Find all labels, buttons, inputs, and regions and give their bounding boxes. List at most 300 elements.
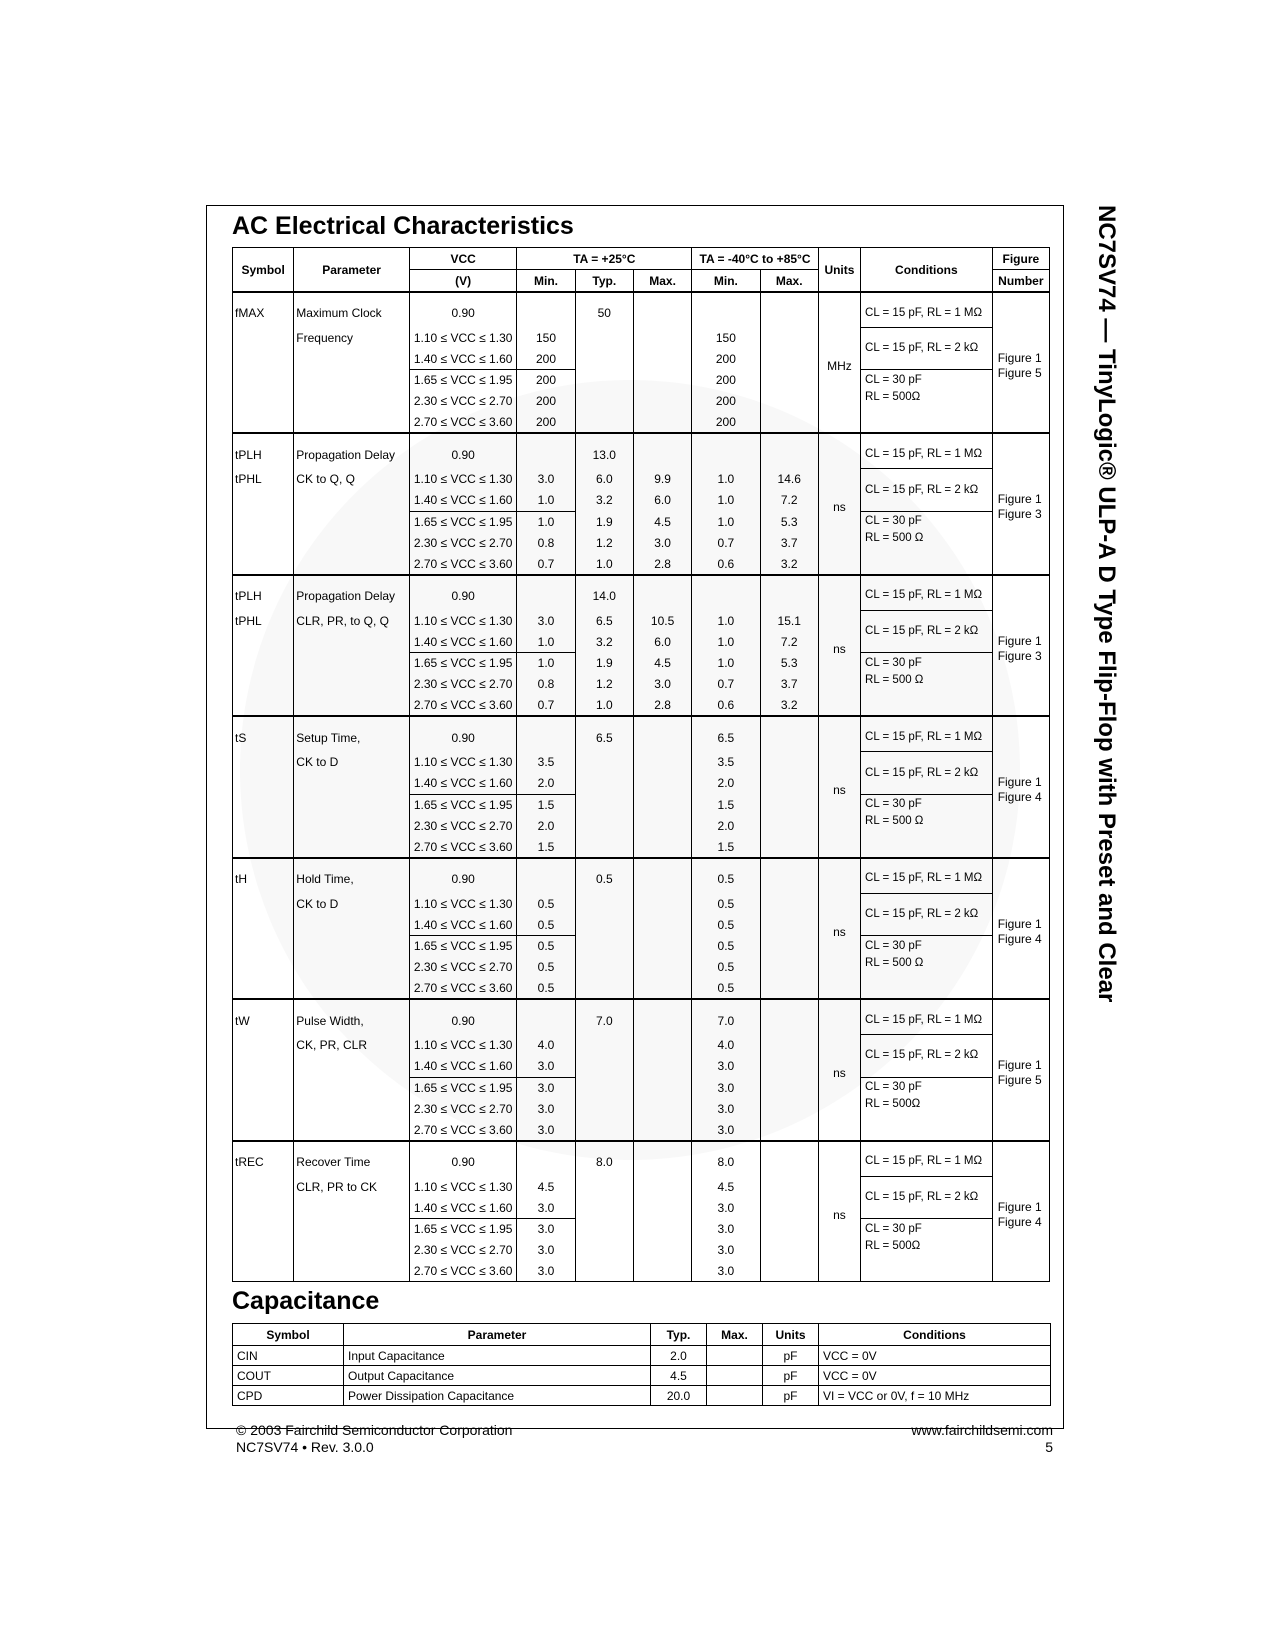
typ-cell: 8.0 xyxy=(575,1141,633,1177)
max-cell xyxy=(633,914,691,935)
footer-copyright: © 2003 Fairchild Semiconductor Corporation xyxy=(236,1422,513,1438)
parameter-cell xyxy=(294,1261,410,1282)
max-range-cell: 3.2 xyxy=(760,695,818,717)
parameter-cell xyxy=(294,936,410,957)
symbol-cell xyxy=(233,653,294,674)
min-cell: 150 xyxy=(517,328,575,349)
max-range-cell xyxy=(760,893,818,914)
condition-load-1: CL = 15 pF, RL = 1 MΩ xyxy=(861,716,993,752)
typ-cell: 13.0 xyxy=(575,433,633,469)
capacitance-title: Capacitance xyxy=(232,1287,380,1315)
max-range-cell xyxy=(760,1119,818,1141)
min-cell: 3.0 xyxy=(517,1056,575,1077)
col-max: Max. xyxy=(633,270,691,293)
table-row xyxy=(233,532,1050,553)
min-range-cell xyxy=(692,292,760,328)
condition-load-2: CL = 15 pF, RL = 2 kΩ xyxy=(861,469,993,511)
parameter-cell: Recover Time xyxy=(294,1141,410,1177)
condition-load-3: CL = 30 pF xyxy=(861,936,993,957)
min-range-cell: 1.0 xyxy=(692,631,760,652)
table-row xyxy=(233,716,1050,752)
table-row xyxy=(233,1346,1051,1366)
typ-cell xyxy=(575,1035,633,1056)
vcc-cell: 2.30 ≤ VCC ≤ 2.70 xyxy=(409,815,517,836)
figure-ref: Figure 1 xyxy=(997,1199,1042,1214)
vcc-cell: 1.10 ≤ VCC ≤ 1.30 xyxy=(409,1176,517,1197)
cap-symbol: COUT xyxy=(233,1366,344,1386)
max-range-cell: 14.6 xyxy=(760,469,818,490)
symbol-cell xyxy=(233,957,294,978)
figure-ref: Figure 5 xyxy=(997,365,1042,380)
min-range-cell: 0.5 xyxy=(692,914,760,935)
col-conditions: Conditions xyxy=(861,248,993,293)
condition-load-3: CL = 30 pF xyxy=(861,370,993,391)
table-row xyxy=(233,1077,1050,1098)
vcc-cell: 2.30 ≤ VCC ≤ 2.70 xyxy=(409,674,517,695)
table-row xyxy=(233,1035,1050,1056)
typ-cell xyxy=(575,752,633,773)
max-cell xyxy=(633,292,691,328)
symbol-cell xyxy=(233,328,294,349)
min-range-cell: 0.6 xyxy=(692,695,760,717)
parameter-cell xyxy=(294,391,410,412)
max-range-cell xyxy=(760,815,818,836)
max-range-cell xyxy=(760,292,818,328)
table-row xyxy=(233,575,1050,611)
max-range-cell xyxy=(760,858,818,894)
symbol-cell xyxy=(233,836,294,858)
min-range-cell: 150 xyxy=(692,328,760,349)
typ-cell xyxy=(575,1056,633,1077)
symbol-cell xyxy=(233,412,294,434)
parameter-cell: CLR, PR, to Q, Q xyxy=(294,610,410,631)
min-range-cell: 0.5 xyxy=(692,893,760,914)
symbol-cell xyxy=(233,752,294,773)
table-row xyxy=(233,370,1050,391)
max-cell: 9.9 xyxy=(633,469,691,490)
cap-col-units: Units xyxy=(763,1324,819,1346)
max-range-cell xyxy=(760,1219,818,1240)
min-cell: 4.5 xyxy=(517,1176,575,1197)
units-cell: ns xyxy=(818,575,860,716)
typ-cell xyxy=(575,957,633,978)
max-range-cell xyxy=(760,370,818,391)
col-ta-range: TA = -40°C to +85°C xyxy=(692,248,819,270)
min-range-cell: 7.0 xyxy=(692,999,760,1035)
parameter-cell xyxy=(294,412,410,434)
parameter-cell: Pulse Width, xyxy=(294,999,410,1035)
parameter-cell xyxy=(294,532,410,553)
max-cell xyxy=(633,1035,691,1056)
vcc-cell: 0.90 xyxy=(409,292,517,328)
min-range-cell: 2.0 xyxy=(692,773,760,794)
col-symbol: Symbol xyxy=(233,248,294,293)
figure-ref: Figure 1 xyxy=(997,492,1042,507)
parameter-cell xyxy=(294,836,410,858)
min-cell xyxy=(517,858,575,894)
symbol-cell xyxy=(233,532,294,553)
symbol-cell xyxy=(233,674,294,695)
min-range-cell xyxy=(692,575,760,611)
parameter-cell xyxy=(294,674,410,695)
max-cell xyxy=(633,1056,691,1077)
max-range-cell xyxy=(760,978,818,1000)
max-cell xyxy=(633,978,691,1000)
condition-load-2: CL = 15 pF, RL = 2 kΩ xyxy=(861,893,993,935)
min-cell: 1.5 xyxy=(517,794,575,815)
typ-cell xyxy=(575,1098,633,1119)
min-cell xyxy=(517,716,575,752)
cap-col-parameter: Parameter xyxy=(344,1324,651,1346)
table-row xyxy=(233,957,1050,978)
max-cell xyxy=(633,328,691,349)
min-cell: 200 xyxy=(517,412,575,434)
min-cell xyxy=(517,433,575,469)
typ-cell: 1.0 xyxy=(575,695,633,717)
condition-load-4: RL = 500 Ω xyxy=(861,674,993,717)
min-cell: 1.0 xyxy=(517,653,575,674)
table-row xyxy=(233,674,1050,695)
cap-col-symbol: Symbol xyxy=(233,1324,344,1346)
parameter-cell xyxy=(294,957,410,978)
max-range-cell xyxy=(760,1035,818,1056)
vcc-cell: 0.90 xyxy=(409,716,517,752)
max-range-cell: 7.2 xyxy=(760,490,818,511)
symbol-cell: tPHL xyxy=(233,610,294,631)
min-cell xyxy=(517,999,575,1035)
parameter-cell xyxy=(294,1240,410,1261)
max-cell: 4.5 xyxy=(633,653,691,674)
max-cell xyxy=(633,412,691,434)
units-cell: MHz xyxy=(818,292,860,433)
symbol-cell xyxy=(233,1035,294,1056)
min-cell: 3.0 xyxy=(517,610,575,631)
symbol-cell: tPLH xyxy=(233,575,294,611)
max-cell: 2.8 xyxy=(633,695,691,717)
min-range-cell: 0.5 xyxy=(692,978,760,1000)
ac-title: AC Electrical Characteristics xyxy=(232,212,574,240)
symbol-cell xyxy=(233,1197,294,1218)
figure-cell xyxy=(992,1141,1049,1282)
min-range-cell: 6.5 xyxy=(692,716,760,752)
col-vcc-unit: (V) xyxy=(409,270,517,293)
condition-load-2: CL = 15 pF, RL = 2 kΩ xyxy=(861,1035,993,1077)
min-cell: 200 xyxy=(517,348,575,369)
min-range-cell: 0.5 xyxy=(692,936,760,957)
typ-cell xyxy=(575,1119,633,1141)
typ-cell xyxy=(575,1176,633,1197)
min-cell xyxy=(517,575,575,611)
min-range-cell: 1.5 xyxy=(692,794,760,815)
vcc-cell: 2.30 ≤ VCC ≤ 2.70 xyxy=(409,532,517,553)
max-cell xyxy=(633,1261,691,1282)
figure-ref: Figure 1 xyxy=(997,775,1042,790)
min-range-cell: 3.0 xyxy=(692,1261,760,1282)
table-row xyxy=(233,794,1050,815)
cap-parameter: Output Capacitance xyxy=(344,1366,651,1386)
vcc-cell: 1.40 ≤ VCC ≤ 1.60 xyxy=(409,1056,517,1077)
figure-ref: Figure 3 xyxy=(997,648,1042,663)
max-range-cell xyxy=(760,716,818,752)
condition-load-2: CL = 15 pF, RL = 2 kΩ xyxy=(861,610,993,652)
max-cell xyxy=(633,773,691,794)
condition-load-1: CL = 15 pF, RL = 1 MΩ xyxy=(861,1141,993,1177)
parameter-cell xyxy=(294,631,410,652)
max-range-cell xyxy=(760,1077,818,1098)
min-cell xyxy=(517,292,575,328)
vcc-cell: 1.40 ≤ VCC ≤ 1.60 xyxy=(409,1197,517,1218)
table-row xyxy=(233,1240,1050,1261)
min-cell: 0.5 xyxy=(517,936,575,957)
typ-cell: 1.2 xyxy=(575,532,633,553)
typ-cell: 1.9 xyxy=(575,653,633,674)
max-cell xyxy=(633,1240,691,1261)
min-cell: 3.0 xyxy=(517,1240,575,1261)
condition-load-3: CL = 30 pF xyxy=(861,653,993,674)
figure-cell xyxy=(992,999,1049,1140)
symbol-cell xyxy=(233,1176,294,1197)
cap-col-max: Max. xyxy=(707,1324,763,1346)
parameter-cell: Frequency xyxy=(294,328,410,349)
condition-load-1: CL = 15 pF, RL = 1 MΩ xyxy=(861,858,993,894)
condition-load-2: CL = 15 pF, RL = 2 kΩ xyxy=(861,328,993,370)
max-range-cell xyxy=(760,1176,818,1197)
condition-load-1: CL = 15 pF, RL = 1 MΩ xyxy=(861,575,993,611)
symbol-cell: tW xyxy=(233,999,294,1035)
footer-url[interactable]: www.fairchildsemi.com xyxy=(911,1422,1053,1438)
typ-cell: 1.9 xyxy=(575,511,633,532)
vcc-cell: 2.70 ≤ VCC ≤ 3.60 xyxy=(409,553,517,575)
min-range-cell: 0.5 xyxy=(692,957,760,978)
symbol-cell xyxy=(233,773,294,794)
table-row xyxy=(233,610,1050,631)
cap-symbol: CPD xyxy=(233,1386,344,1406)
footer-left xyxy=(236,1422,512,1456)
table-row xyxy=(233,469,1050,490)
max-range-cell xyxy=(760,1141,818,1177)
typ-cell xyxy=(575,773,633,794)
min-cell: 3.0 xyxy=(517,469,575,490)
condition-load-1: CL = 15 pF, RL = 1 MΩ xyxy=(861,999,993,1035)
figure-cell xyxy=(992,433,1049,574)
max-cell xyxy=(633,794,691,815)
typ-cell xyxy=(575,893,633,914)
typ-cell xyxy=(575,1240,633,1261)
symbol-cell xyxy=(233,936,294,957)
vcc-cell: 1.65 ≤ VCC ≤ 1.95 xyxy=(409,1219,517,1240)
table-row xyxy=(233,999,1050,1035)
vcc-cell: 1.10 ≤ VCC ≤ 1.30 xyxy=(409,328,517,349)
max-cell xyxy=(633,1197,691,1218)
col-min-range: Min. xyxy=(692,270,760,293)
min-cell: 1.5 xyxy=(517,836,575,858)
min-cell: 3.0 xyxy=(517,1098,575,1119)
max-range-cell xyxy=(760,391,818,412)
units-cell: ns xyxy=(818,999,860,1140)
cap-max xyxy=(707,1386,763,1406)
min-range-cell: 1.0 xyxy=(692,653,760,674)
parameter-cell xyxy=(294,1077,410,1098)
vcc-cell: 2.30 ≤ VCC ≤ 2.70 xyxy=(409,957,517,978)
max-cell: 2.8 xyxy=(633,553,691,575)
vcc-cell: 2.70 ≤ VCC ≤ 3.60 xyxy=(409,412,517,434)
table-row xyxy=(233,391,1050,412)
min-cell: 1.0 xyxy=(517,490,575,511)
max-range-cell: 3.7 xyxy=(760,674,818,695)
max-cell xyxy=(633,957,691,978)
max-cell xyxy=(633,1176,691,1197)
parameter-cell xyxy=(294,370,410,391)
condition-load-2: CL = 15 pF, RL = 2 kΩ xyxy=(861,752,993,794)
max-cell xyxy=(633,936,691,957)
min-cell: 3.0 xyxy=(517,1197,575,1218)
min-cell: 1.0 xyxy=(517,511,575,532)
capacitance-table xyxy=(232,1323,1051,1406)
parameter-cell: Maximum Clock xyxy=(294,292,410,328)
table-row xyxy=(233,1366,1051,1386)
parameter-cell: CK to D xyxy=(294,752,410,773)
max-range-cell xyxy=(760,1240,818,1261)
typ-cell xyxy=(575,412,633,434)
condition-load-2: CL = 15 pF, RL = 2 kΩ xyxy=(861,1176,993,1218)
vcc-cell: 1.40 ≤ VCC ≤ 1.60 xyxy=(409,773,517,794)
parameter-cell: Propagation Delay xyxy=(294,575,410,611)
symbol-cell: fMAX xyxy=(233,292,294,328)
max-range-cell: 5.3 xyxy=(760,653,818,674)
symbol-cell xyxy=(233,1056,294,1077)
parameter-cell xyxy=(294,794,410,815)
table-row xyxy=(233,1219,1050,1240)
min-range-cell: 2.0 xyxy=(692,815,760,836)
max-cell xyxy=(633,1141,691,1177)
max-cell: 3.0 xyxy=(633,532,691,553)
typ-cell: 7.0 xyxy=(575,999,633,1035)
min-range-cell: 0.5 xyxy=(692,858,760,894)
min-range-cell: 3.0 xyxy=(692,1119,760,1141)
figure-ref: Figure 4 xyxy=(997,931,1042,946)
max-cell xyxy=(633,836,691,858)
typ-cell xyxy=(575,836,633,858)
vcc-cell: 1.40 ≤ VCC ≤ 1.60 xyxy=(409,348,517,369)
max-range-cell xyxy=(760,433,818,469)
max-range-cell xyxy=(760,412,818,434)
cap-parameter: Power Dissipation Capacitance xyxy=(344,1386,651,1406)
vcc-cell: 0.90 xyxy=(409,999,517,1035)
cap-typ: 4.5 xyxy=(651,1366,707,1386)
symbol-cell xyxy=(233,490,294,511)
col-ta25: TA = +25°C xyxy=(517,248,692,270)
condition-load-4: RL = 500 Ω xyxy=(861,957,993,1000)
min-range-cell: 3.0 xyxy=(692,1098,760,1119)
max-cell: 6.0 xyxy=(633,631,691,652)
vcc-cell: 1.65 ≤ VCC ≤ 1.95 xyxy=(409,936,517,957)
figure-ref: Figure 1 xyxy=(997,350,1042,365)
symbol-cell xyxy=(233,348,294,369)
max-cell xyxy=(633,716,691,752)
symbol-cell xyxy=(233,815,294,836)
min-cell: 4.0 xyxy=(517,1035,575,1056)
page-number: 5 xyxy=(1045,1439,1053,1455)
typ-cell xyxy=(575,978,633,1000)
vcc-cell: 2.70 ≤ VCC ≤ 3.60 xyxy=(409,1119,517,1141)
min-range-cell: 3.0 xyxy=(692,1240,760,1261)
table-row xyxy=(233,752,1050,773)
max-cell xyxy=(633,999,691,1035)
vcc-cell: 2.30 ≤ VCC ≤ 2.70 xyxy=(409,391,517,412)
parameter-cell xyxy=(294,653,410,674)
vcc-cell: 1.40 ≤ VCC ≤ 1.60 xyxy=(409,490,517,511)
max-cell: 4.5 xyxy=(633,511,691,532)
symbol-cell: tS xyxy=(233,716,294,752)
footer-revision: NC7SV74 • Rev. 3.0.0 xyxy=(236,1439,374,1455)
min-cell: 0.8 xyxy=(517,674,575,695)
table-row xyxy=(233,893,1050,914)
max-cell xyxy=(633,348,691,369)
symbol-cell xyxy=(233,695,294,717)
cap-typ: 20.0 xyxy=(651,1386,707,1406)
min-range-cell: 1.0 xyxy=(692,469,760,490)
max-cell xyxy=(633,1077,691,1098)
min-range-cell: 1.0 xyxy=(692,490,760,511)
symbol-cell xyxy=(233,631,294,652)
min-range-cell: 8.0 xyxy=(692,1141,760,1177)
max-range-cell xyxy=(760,1197,818,1218)
typ-cell: 3.2 xyxy=(575,631,633,652)
min-range-cell: 200 xyxy=(692,412,760,434)
min-range-cell: 3.0 xyxy=(692,1056,760,1077)
figure-cell xyxy=(992,292,1049,433)
cap-conditions: VI = VCC or 0V, f = 10 MHz xyxy=(819,1386,1051,1406)
symbol-cell xyxy=(233,1119,294,1141)
typ-cell xyxy=(575,1219,633,1240)
cap-conditions: VCC = 0V xyxy=(819,1346,1051,1366)
max-cell xyxy=(633,1098,691,1119)
symbol-cell xyxy=(233,978,294,1000)
symbol-cell xyxy=(233,1077,294,1098)
max-range-cell: 3.7 xyxy=(760,532,818,553)
parameter-cell: CK, PR, CLR xyxy=(294,1035,410,1056)
min-cell: 200 xyxy=(517,391,575,412)
units-cell: ns xyxy=(818,1141,860,1282)
max-cell xyxy=(633,391,691,412)
symbol-cell xyxy=(233,1098,294,1119)
max-range-cell: 7.2 xyxy=(760,631,818,652)
parameter-cell xyxy=(294,773,410,794)
vcc-cell: 1.40 ≤ VCC ≤ 1.60 xyxy=(409,631,517,652)
figure-ref: Figure 1 xyxy=(997,1058,1042,1073)
min-range-cell: 200 xyxy=(692,391,760,412)
cap-units: pF xyxy=(763,1366,819,1386)
condition-load-3: CL = 30 pF xyxy=(861,1077,993,1098)
table-row xyxy=(233,1141,1050,1177)
figure-ref: Figure 4 xyxy=(997,790,1042,805)
table-row xyxy=(233,653,1050,674)
min-cell: 3.0 xyxy=(517,1219,575,1240)
parameter-cell xyxy=(294,348,410,369)
cap-col-conditions: Conditions xyxy=(819,1324,1051,1346)
min-range-cell: 0.7 xyxy=(692,532,760,553)
parameter-cell xyxy=(294,1098,410,1119)
vcc-cell: 1.65 ≤ VCC ≤ 1.95 xyxy=(409,1077,517,1098)
symbol-cell xyxy=(233,794,294,815)
max-range-cell xyxy=(760,752,818,773)
col-figure-number: Number xyxy=(992,270,1049,293)
col-parameter: Parameter xyxy=(294,248,410,293)
vcc-cell: 2.70 ≤ VCC ≤ 3.60 xyxy=(409,1261,517,1282)
condition-load-4: RL = 500Ω xyxy=(861,1098,993,1141)
vcc-cell: 1.10 ≤ VCC ≤ 1.30 xyxy=(409,469,517,490)
col-vcc: VCC xyxy=(409,248,517,270)
